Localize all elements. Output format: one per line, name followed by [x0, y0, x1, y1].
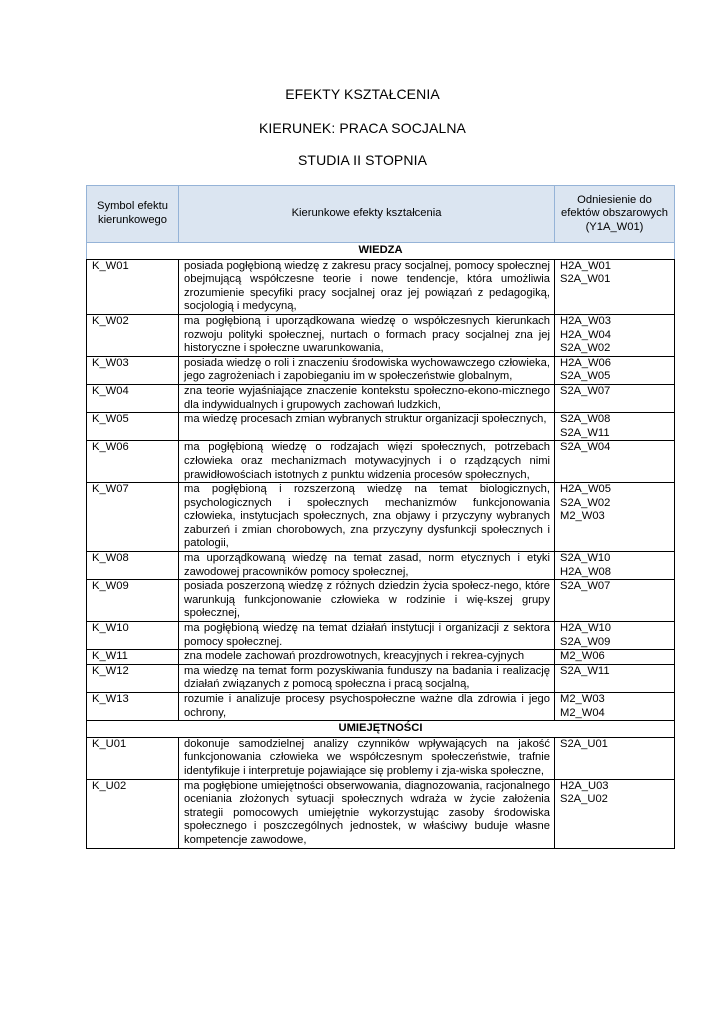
effect-description: ma pogłębioną wiedzę o rodzajach więzi społecznych, potrzebach człowieka oraz mechanizmach motywacyjnych i o rządzących nimi prawidłowościach istotnych z punktu widzenia procesów społecznych,	[179, 441, 555, 483]
reference-code: S2A_U01	[560, 737, 608, 750]
effect-symbol: K_W07	[87, 483, 179, 552]
reference-code: S2A_W07	[560, 580, 611, 593]
reference-code: H2A_W10	[560, 622, 611, 635]
table-body	[87, 243, 675, 849]
reference-code: H2A_W08	[560, 565, 611, 578]
effect-symbol: K_W09	[87, 580, 179, 622]
effect-description: posiada poszerzoną wiedzę z różnych dziedzin życia społecz-nego, które warunkują funkcjonowanie człowieka w rodzinie i wię-kszej grupy społecznej,	[179, 580, 555, 622]
effect-symbol: K_W01	[87, 259, 179, 314]
effect-references	[555, 356, 675, 384]
table-row	[87, 259, 675, 314]
reference-code: S2A_W02	[560, 496, 611, 509]
header-refs: Odniesienie do efektów obszarowych (Y1A_W01)	[555, 186, 675, 243]
effect-references	[555, 664, 675, 692]
reference-code: S2A_W11	[560, 664, 610, 677]
reference-code: H2A_W05	[560, 483, 611, 496]
effect-description: ma uporządkowaną wiedzę na temat zasad, norm etycznych i etyki zawodowej pracowników pomocy społecznej,	[179, 552, 555, 580]
table-row	[87, 413, 675, 441]
reference-code: H2A_W01	[560, 259, 611, 272]
reference-code: H2A_W06	[560, 356, 611, 369]
study-level-title: STUDIA II STOPNIA	[297, 152, 428, 168]
reference-code: H2A_W04	[560, 328, 611, 341]
effect-symbol: K_U02	[87, 779, 179, 848]
effect-symbol: K_W11	[87, 650, 179, 665]
reference-code: S2A_W07	[560, 384, 611, 397]
reference-code: S2A_W01	[560, 273, 611, 286]
table-row	[87, 356, 675, 384]
reference-code: M2_W03	[560, 693, 605, 705]
section-title: UMIEJĘTNOŚCI	[87, 721, 675, 738]
effect-description: ma pogłębioną i uporządkowana wiedzę o współczesnych kierunkach rozwoju polityki społecznej, nurtach o formach pracy socjalnej zna jej historyczne i społeczne uwarunkowania,	[179, 314, 555, 356]
learning-outcomes-table	[86, 185, 675, 849]
header-effects: Kierunkowe efekty kształcenia	[179, 186, 555, 243]
table-row	[87, 552, 675, 580]
reference-code: S2A_U02	[560, 793, 608, 806]
effect-description: ma pogłębione umiejętności obserwowania, diagnozowania, racjonalnego oceniania złożonych sytuacji społecznych wdraża w życie założenia strategii pomocowych umiejętnie wykorzystując zasoby środowiska społecznego i poszczególnych jednostek, w właściwy buduje własne kompetencje zawodowe,	[179, 779, 555, 848]
reference-code: M2_W04	[560, 706, 605, 719]
reference-code: S2A_W05	[560, 370, 611, 383]
effect-description: zna modele zachowań prozdrowotnych, kreacyjnych i rekrea-cyjnych	[179, 650, 555, 665]
reference-code: S2A_W09	[560, 635, 611, 648]
effect-references	[555, 779, 675, 848]
effect-description: ma wiedzę procesach zmian wybranych struktur organizacji społecznych,	[179, 413, 555, 441]
effect-references	[555, 552, 675, 580]
effect-symbol: K_W06	[87, 441, 179, 483]
effect-description: rozumie i analizuje procesy psychospołeczne ważne dla zdrowia i jego ochrony,	[179, 693, 555, 721]
effect-symbol: K_W05	[87, 413, 179, 441]
effect-description: ma wiedzę na temat form pozyskiwania funduszy na badania i realizację działań związanych z pomocą społeczna i pracą socjalną,	[179, 664, 555, 692]
table-row	[87, 314, 675, 356]
reference-code: M2_W06	[560, 650, 605, 663]
effect-description: zna teorie wyjaśniające znaczenie kontekstu społeczno-ekono-micznego dla indywidualnych i grupowych zachowań ludzkich,	[179, 384, 555, 412]
effect-description: posiada wiedzę o roli i znaczeniu środowiska wychowawczego człowieka, jego zagrożeniach i zapobieganiu im w społeczeństwie globalnym,	[179, 356, 555, 384]
table-row	[87, 737, 675, 779]
table-row	[87, 693, 675, 721]
effect-description: ma pogłębioną i rozszerzoną wiedzę na temat biologicznych, psychologicznych i społecznych mechanizmów funkcjonowania człowieka, instytucjach społecznych, zna objawy i przyczyny wybranych zaburzeń i zmian chorobowych, zna przyczyny dysfunkcji społecznych i patologii,	[179, 483, 555, 552]
effect-symbol: K_W13	[87, 693, 179, 721]
section-header-row	[87, 721, 675, 738]
effect-references	[555, 580, 675, 622]
table-row	[87, 664, 675, 692]
header-symbol: Symbol efektu kierunkowego	[87, 186, 179, 243]
effect-description: ma pogłębioną wiedzę na temat działań instytucji i organizacji z sektora pomocy społecznej.	[179, 622, 555, 650]
effect-references	[555, 622, 675, 650]
section-title: WIEDZA	[87, 243, 675, 260]
reference-code: M2_W03	[560, 510, 605, 523]
table-row	[87, 483, 675, 552]
effect-symbol: K_W10	[87, 622, 179, 650]
reference-code: S2A_W08	[560, 413, 611, 426]
reference-code: S2A_W11	[560, 426, 610, 439]
table-row	[87, 779, 675, 848]
table-header-row	[87, 186, 675, 243]
reference-code: H2A_W03	[560, 314, 611, 327]
reference-code: S2A_W02	[560, 342, 611, 355]
effect-symbol: K_W12	[87, 664, 179, 692]
effect-references	[555, 650, 675, 665]
reference-code: H2A_U03	[560, 779, 609, 792]
document-title: EFEKTY KSZTAŁCENIA	[285, 86, 440, 102]
effect-references	[555, 259, 675, 314]
section-header-row	[87, 243, 675, 260]
effect-references	[555, 483, 675, 552]
effect-references	[555, 693, 675, 721]
table-row	[87, 384, 675, 412]
effect-description: dokonuje samodzielnej analizy czynników wpływających na jakość funkcjonowania człowieka we współczesnym społeczeństwie, trafnie identyfikuje i interpretuje pojawiające się problemy i zja-wiska społeczne,	[179, 737, 555, 779]
effect-references	[555, 384, 675, 412]
effect-symbol: K_W08	[87, 552, 179, 580]
reference-code: S2A_W10	[560, 552, 611, 565]
table-row	[87, 580, 675, 622]
table-row	[87, 650, 675, 665]
effect-references	[555, 441, 675, 483]
table-row	[87, 441, 675, 483]
table-row	[87, 622, 675, 650]
effect-references	[555, 413, 675, 441]
effect-description: posiada pogłębioną wiedzę z zakresu pracy socjalnej, pomocy społecznej obejmującą współczesne teorie i nowe tendencje, która umożliwia zrozumienie specyfiki pracy socjalnej oraz jej powiązań z pedagogiką, socjologią i medycyną,	[179, 259, 555, 314]
effect-symbol: K_W03	[87, 356, 179, 384]
reference-code: S2A_W04	[560, 441, 611, 454]
effect-references	[555, 737, 675, 779]
effect-symbol: K_U01	[87, 737, 179, 779]
effect-symbol: K_W04	[87, 384, 179, 412]
effect-symbol: K_W02	[87, 314, 179, 356]
field-of-study-title: KIERUNEK: PRACA SOCJALNA	[258, 120, 466, 136]
effect-references	[555, 314, 675, 356]
